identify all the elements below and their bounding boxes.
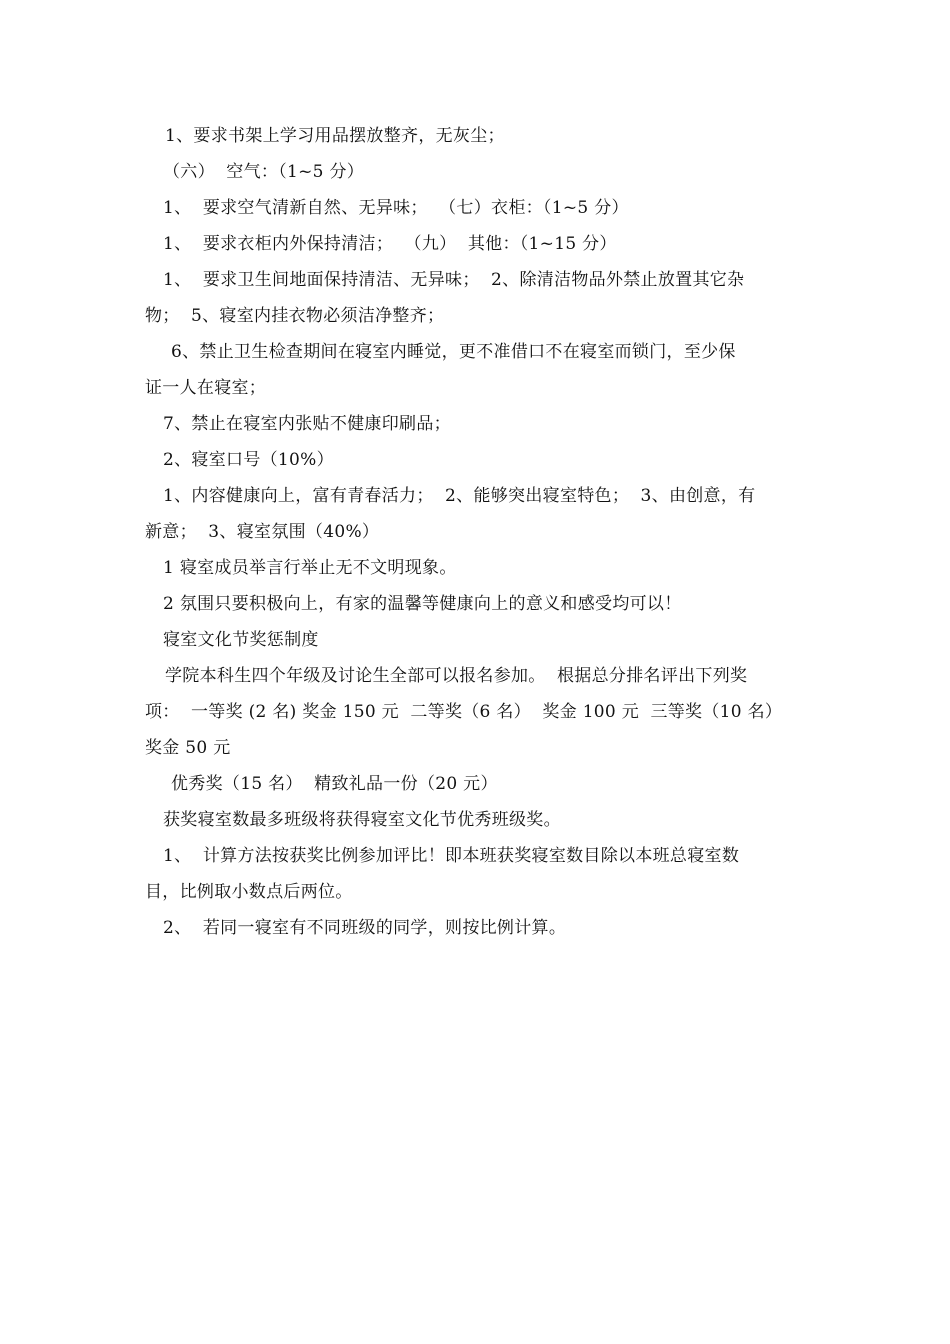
text-line-14: 2 氛围只要积极向上，有家的温馨等健康向上的意义和感受均可以！ bbox=[163, 594, 682, 614]
text-line-6: 物； 5、寝室内挂衣物必须洁净整齐； bbox=[145, 306, 445, 326]
text-line-23: 2、 若同一寝室有不同班级的同学，则按比例计算。 bbox=[163, 918, 567, 938]
section-heading-awards: 寝室文化节奖惩制度 bbox=[163, 630, 319, 650]
text-line-1: 1、要求书架上学习用品摆放整齐，无灰尘； bbox=[165, 126, 505, 146]
text-line-5: 1、 要求卫生间地面保持清洁、无异味； 2、除清洁物品外禁止放置其它杂 bbox=[163, 270, 745, 290]
text-line-12: 新意； 3、寝室氛围（40%） bbox=[145, 522, 380, 542]
document-body bbox=[145, 118, 810, 946]
text-line-22: 目，比例取小数点后两位。 bbox=[145, 882, 353, 902]
text-line-19: 优秀奖（15 名） 精致礼品一份（20 元） bbox=[171, 774, 498, 794]
text-line-20: 获奖寝室数最多班级将获得寝室文化节优秀班级奖。 bbox=[163, 810, 561, 830]
text-line-8: 证一人在寝室； bbox=[145, 378, 267, 398]
text-line-7: 6、禁止卫生检查期间在寝室内睡觉，更不准借口不在寝室而锁门，至少保 bbox=[171, 342, 736, 362]
text-line-3: 1、 要求空气清新自然、无异味； （七）衣柜：（1~5 分） bbox=[163, 198, 629, 218]
text-line-16: 学院本科生四个年级及讨论生全部可以报名参加。 根据总分排名评出下列奖 bbox=[165, 666, 748, 686]
text-line-2: （六） 空气：（1~5 分） bbox=[163, 162, 365, 182]
text-line-10: 2、寝室口号（10%） bbox=[163, 450, 334, 470]
text-line-18: 奖金 50 元 bbox=[145, 738, 231, 758]
text-line-9: 7、禁止在寝室内张贴不健康印刷品； bbox=[163, 414, 451, 434]
text-line-21: 1、 计算方法按获奖比例参加评比！即本班获奖寝室数目除以本班总寝室数 bbox=[163, 846, 740, 866]
text-line-13: 1 寝室成员举言行举止无不文明现象。 bbox=[163, 558, 457, 578]
text-line-4: 1、 要求衣柜内外保持清洁； （九） 其他：（1~15 分） bbox=[163, 234, 617, 254]
text-line-17: 项： 一等奖 (2 名) 奖金 150 元 二等奖（6 名） 奖金 100 元 三等奖（10 名） bbox=[145, 702, 783, 722]
text-line-11: 1、内容健康向上，富有青春活力； 2、能够突出寝室特色； 3、由创意，有 bbox=[163, 486, 756, 506]
